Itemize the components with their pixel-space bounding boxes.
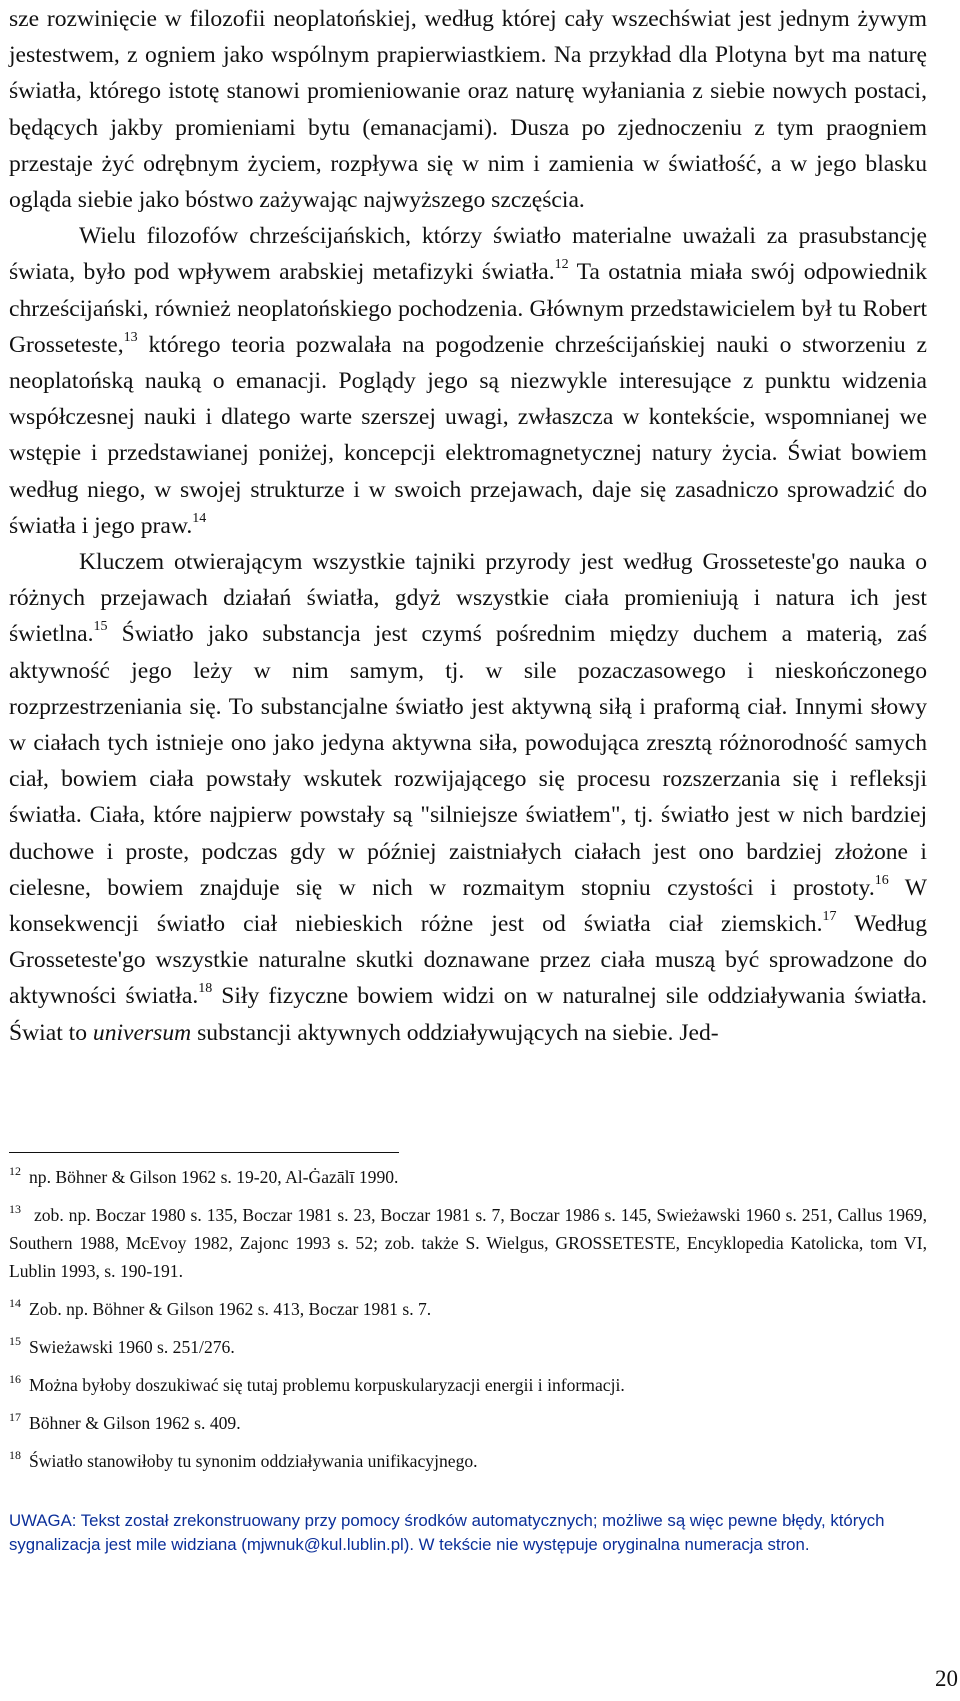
paragraph-2-text-c: którego teoria pozwalała na pogodzenie chrześcijańskiej nauki o stworzeniu z neoplatońską nauką o emanacji. Poglądy jego są niezwykle interesujące z punktu widzenia współczesnej nauki i dlatego warte szerszej uwagi, zwłaszcza w kontekście, wspomnianej we wstępie i przedstawianej poniżej, koncepcji elektromagnetycznej natury życia. Świat bowiem według niego, w swojej strukturze i w swoich przejawach, daje się zasadniczo sprowadzić do światła i jego praw. [9, 331, 927, 539]
footnote-number: 18 [9, 1448, 21, 1462]
footnote-number: 12 [9, 1164, 21, 1178]
paragraph-3-text-d: Według Grosseteste'go wszystkie naturalne skutki doznawane przez ciała muszą być sprowadzone do aktywności światła. [9, 911, 927, 1010]
footnote-text: np. Böhner & Gilson 1962 s. 19-20, Al-Ġazālī 1990. [29, 1167, 399, 1187]
paragraph-3 [9, 544, 927, 1051]
footnote-number: 15 [9, 1334, 21, 1348]
main-text [9, 0, 927, 1051]
paragraph-1-text: sze rozwinięcie w filozofii neoplatońskiej, według której cały wszechświat jest jednym żywym jestestwem, z ogniem jako wspólnym prapierwiastkiem. Na przykład dla Plotyna byt ma naturę światła, którego istotę stanowi promieniowanie oraz naturę wyłaniania z siebie nowych postaci, będących jakby promieniami bytu (emanacjami). Dusza po zjednoczeniu z tym praogniem przestaje żyć odrębnym życiem, rozpływa się w nim i zamienia w światłość, a w jego blasku ogląda siebie jako bóstwo zażywając najwyższego szczęścia. [9, 6, 927, 214]
paragraph-2-text-b: Ta ostatnia miała swój odpowiednik chrześcijański, również neoplatońskiego pochodzenia. Głównym przedstawicielem był tu Robert Grosseteste, [9, 259, 927, 358]
footnote-ref-15[interactable]: 15 [93, 619, 108, 635]
footnote-text: Można byłoby doszukiwać się tutaj problemu korpuskularyzacji energii i informacji. [29, 1375, 625, 1395]
paragraph-3-text-f: substancji aktywnych oddziaływujących na siebie. Jed- [191, 1019, 719, 1046]
footnotes [9, 1163, 927, 1485]
footnote-text: Böhner & Gilson 1962 s. 409. [29, 1413, 241, 1433]
paragraph-3-text-b: Światło jako substancja jest czymś pośrednim między duchem a materią, zaś aktywność jego leży w nim samym, tj. w sile pozaczasowego i nieskończonego rozprzestrzeniania się. To substancjalne światło jest aktywną siłą i praformą ciał. Innymi słowy w ciałach tych istnieje ono jako jedyna aktywna siła, powodująca zresztą różnorodność samych ciał, bowiem ciała powstały wskutek rozwijającego się procesu rozszerzania się i refleksji światła. Ciała, które najpierw powstały są "silniejsze światłem", tj. światło jest w nich bardziej duchowe i proste, podczas gdy w później zaistniałych ciałach jest ono bardziej złożone i cielesne, bowiem znajduje się w nich w rozmaitym stopniu czystości i prostoty. [9, 621, 927, 901]
footnote-16 [9, 1371, 927, 1399]
footnote-17 [9, 1409, 927, 1437]
footnote-text: Światło stanowiłoby tu synonim oddziaływania unifikacyjnego. [29, 1451, 478, 1471]
footnote-15 [9, 1333, 927, 1361]
footnote-number: 17 [9, 1410, 21, 1424]
footnote-separator [9, 1152, 399, 1153]
footnote-ref-17[interactable]: 17 [822, 909, 837, 925]
page-number: 20 [935, 1666, 958, 1691]
footnote-ref-18[interactable]: 18 [198, 981, 213, 997]
footnote-number: 13 [9, 1202, 21, 1216]
paragraph-3-text-e: Siły fizyczne bowiem widzi on w naturalnej sile oddziaływania światła. Świat to [9, 983, 927, 1046]
footnote-14 [9, 1295, 927, 1323]
italic-term: universum [92, 1019, 192, 1046]
paragraph-3-text-c: W konsekwencji światło ciał niebieskich różne jest od światła ciał ziemskich. [9, 874, 927, 938]
footnote-text: Zob. np. Böhner & Gilson 1962 s. 413, Boczar 1981 s. 7. [29, 1299, 432, 1319]
paragraph-2-text-a: Wielu filozofów chrześcijańskich, którzy światło materialne uważali za prasubstancję świata, było pod wpływem arabskiej metafizyki światła. [9, 223, 927, 286]
reconstruction-note: UWAGA: Tekst został zrekonstruowany przy pomocy środków automatycznych; możliwe są więc pewne błędy, których sygnalizacja jest mile widziana (mjwnuk@kul.lublin.pl). W tekście nie występuje oryginalna numeracja stron. [9, 1511, 885, 1554]
paragraph-1 [9, 1, 927, 218]
footnote-ref-16[interactable]: 16 [874, 872, 889, 888]
footnote-13 [9, 1201, 927, 1285]
footnote-ref-12[interactable]: 12 [554, 257, 569, 273]
footnote-ref-13[interactable]: 13 [123, 329, 138, 345]
paragraph-3-text-a: Kluczem otwierającym wszystkie tajniki przyrody jest według Grosseteste'go nauka o różnych przejawach działań światła, gdyż wszystkie ciała promieniują i natura ich jest świetlna. [9, 549, 927, 648]
page-body [9, 0, 927, 1051]
footnote-number: 14 [9, 1296, 21, 1310]
footnote-text: zob. np. Boczar 1980 s. 135, Boczar 1981 s. 23, Boczar 1981 s. 7, Boczar 1986 s. 145, Swieżawski 1960 s. 251, Callus 1969, Southern 1988, McEvoy 1982, Zajonc 1993 s. 52; zob. także S. Wielgus, GROSSETESTE, Encyklopedia Katolicka, tom VI, Lublin 1993, s. 190-191. [9, 1205, 927, 1281]
paragraph-2 [9, 218, 927, 544]
footnote-text: Swieżawski 1960 s. 251/276. [29, 1337, 235, 1357]
footnote-12 [9, 1163, 927, 1191]
footnote-18 [9, 1447, 927, 1475]
footnote-number: 16 [9, 1372, 21, 1386]
footnote-ref-14[interactable]: 14 [192, 510, 207, 526]
